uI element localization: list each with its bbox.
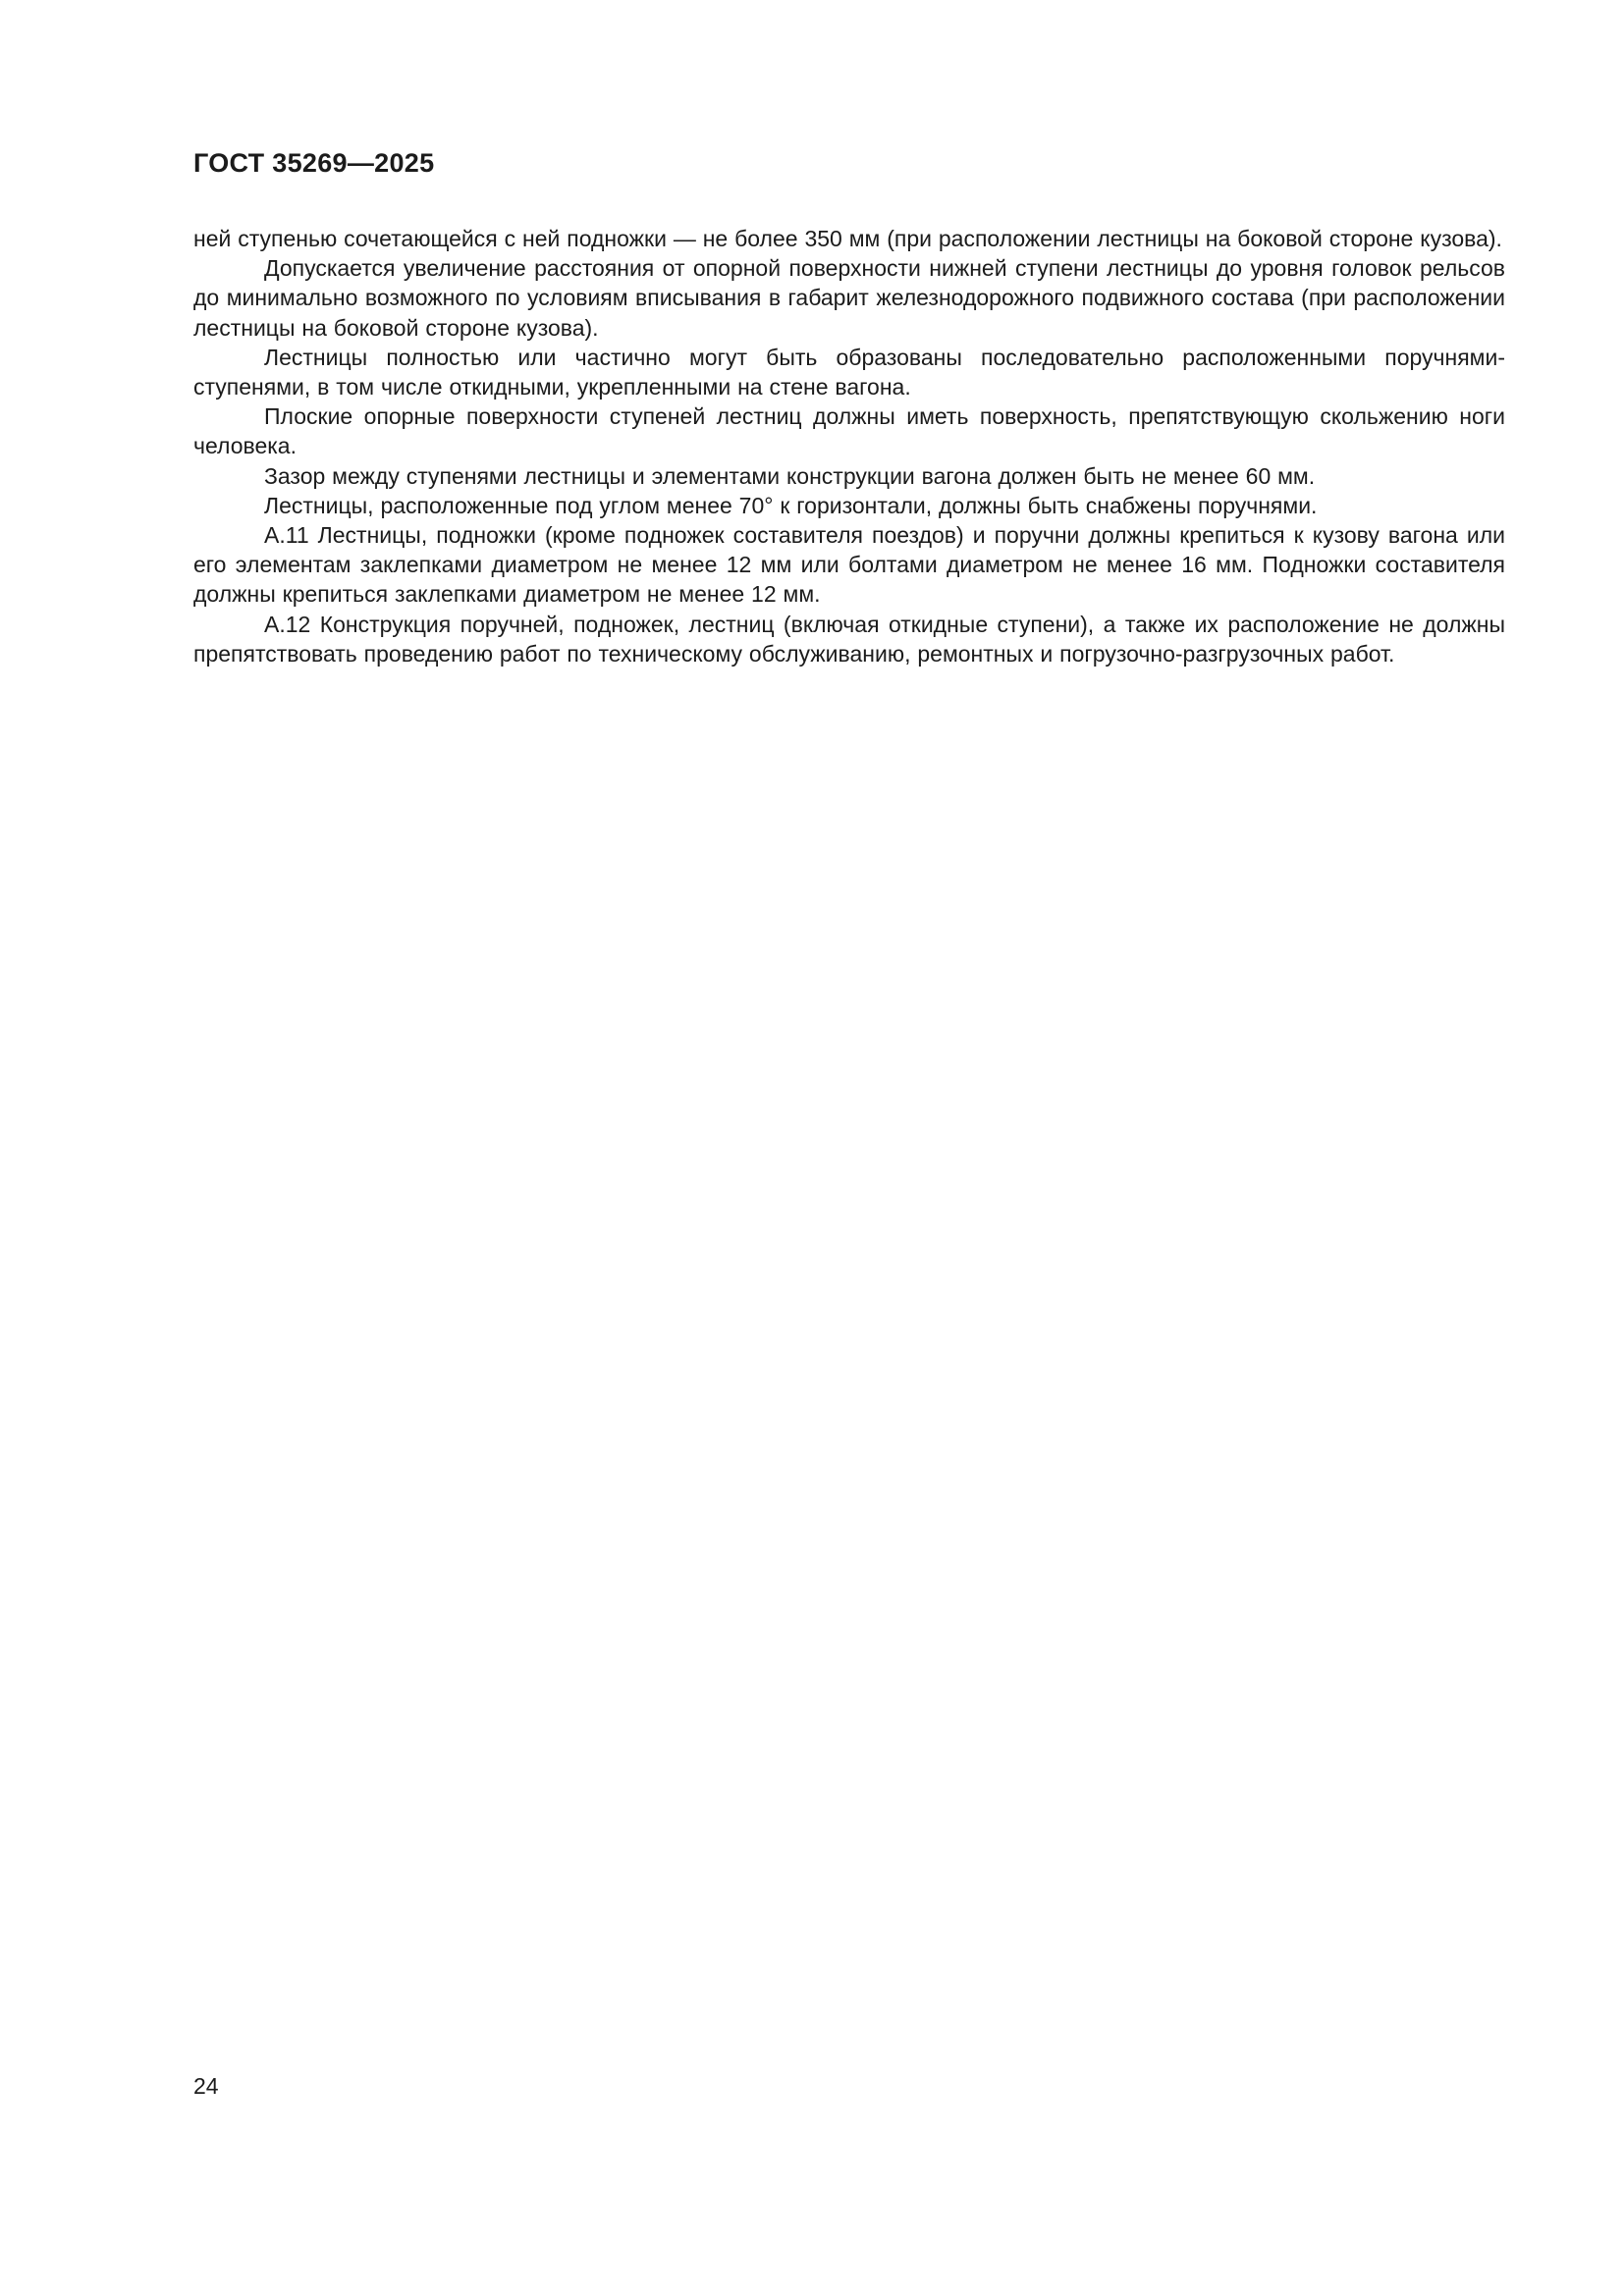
paragraph: Допускается увеличение расстояния от опорной поверхности нижней ступени лестницы до уровня головок рельсов до минимально возможного по условиям вписывания в габарит железнодорожного подвижного состава (при расположении лестницы на боковой стороне кузова). xyxy=(193,255,1505,341)
document-standard-number: ГОСТ 35269—2025 xyxy=(193,148,435,178)
paragraph: ней ступенью сочетающейся с ней подножки — не более 350 мм (при расположении лестницы на боковой стороне кузова). xyxy=(193,226,1502,251)
paragraph: Плоские опорные поверхности ступеней лестниц должны иметь поверхность, препятствующую скольжению ноги человека. xyxy=(193,403,1505,459)
paragraph: Зазор между ступенями лестницы и элементами конструкции вагона должен быть не менее 60 мм. xyxy=(264,462,1316,489)
paragraph: А.12 Конструкция поручней, подножек, лестниц (включая откидные ступени), а также их расположение не должны препятствовать проведению работ по техническому обслуживанию, ремонтных и погрузочно-разгрузочных работ. xyxy=(193,611,1505,667)
page-number: 24 xyxy=(193,2073,219,2099)
paragraph: А.11 Лестницы, подножки (кроме подножек составителя поездов) и поручни должны крепиться к кузову вагона или его элементам заклепками диаметром не менее 12 мм или болтами диаметром не менее 16 мм. Подножки составителя должны крепиться заклепками диаметром не менее 12 мм. xyxy=(193,522,1505,608)
document-body-text xyxy=(193,224,1505,668)
paragraph: Лестницы полностью или частично могут быть образованы последовательно расположенными поручнями-ступенями, в том числе откидными, укрепленными на стене вагона. xyxy=(193,344,1505,400)
paragraph: Лестницы, расположенные под углом менее 70° к горизонтали, должны быть снабжены поручнями. xyxy=(264,492,1318,518)
